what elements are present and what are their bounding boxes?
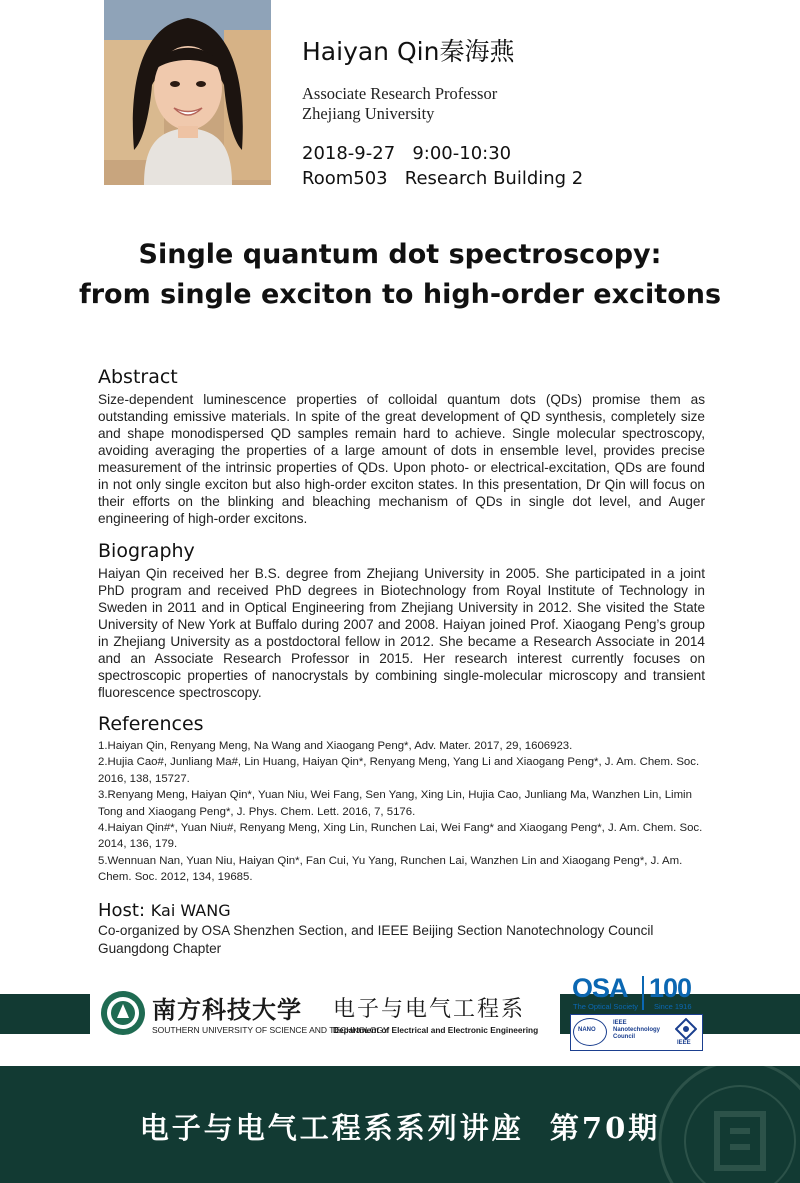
event-datetime: 2018-9-27 9:00-10:30 — [302, 143, 512, 164]
sustech-emblem-icon — [100, 990, 146, 1036]
speaker-name: Haiyan Qin秦海燕 — [302, 37, 515, 66]
nano-text: NANO — [578, 1027, 596, 1033]
reference-item: 5.Wennuan Nan, Yuan Niu, Haiyan Qin*, Fan Cui, Yu Yang, Runchen Lai, Wanzhen Lin and Xiaogang Peng*, J. Am. Chem. Soc. 2012, 134, 19685. — [98, 854, 683, 884]
reference-item: 4.Haiyan Qin#*, Yuan Niu#, Renyang Meng, Xing Lin, Runchen Lai, Wei Fang* and Xiaogang Peng*, J. Am. Chem. Soc. 2014, 136, 179. — [98, 822, 703, 851]
references-heading: References — [98, 713, 204, 735]
speaker-photo — [104, 0, 271, 185]
talk-title-line2: from single exciton to high-order excitons — [78, 279, 722, 310]
reference-item: 2.Hujia Cao#, Junliang Ma#, Lin Huang, Haiyan Qin*, Renyang Meng, Yang Li and Xiaogang Peng*, J. Am. Chem. Soc. 2016, 138, 15727. — [98, 756, 700, 785]
ieee-council-line: IEEE — [613, 1020, 627, 1026]
speaker-affiliation: Zhejiang University — [302, 104, 435, 123]
biography-text: Haiyan Qin received her B.S. degree from Zhejiang University in 2005. She participated in a joint PhD program and received PhD degrees in Biotechnology from Royal Institute of Technology in Sweden in 2011 and in Optical Engineering from Zhejiang University in 2012. She visited the State University of New York at Buffalo during 2007 and 2008. Haiyan joined Prof. Xiaogang Peng’s group in Zhejiang University as a postdoctoral fellow in 2012. She became a Research Associate in 2014 and an Associate Research Professor in 2015. Her research interest currently focuses on spectroscopic properties of nanocrystals by combining single-molecular microscopy and transient fluorescence spectroscopy. — [98, 566, 705, 700]
osa-logo — [572, 973, 708, 1013]
osa-divider — [642, 976, 644, 1010]
osa-since: Since 1916 — [654, 1002, 692, 1011]
reference-item: 1.Haiyan Qin, Renyang Meng, Na Wang and Xiaogang Peng*, Adv. Mater. 2017, 29, 1606923. — [98, 740, 573, 752]
ieee-wordmark: IEEE — [677, 1040, 691, 1046]
talk-title — [0, 235, 800, 315]
abstract-text: Size-dependent luminescence properties of colloidal quantum dots (QDs) promise them as outstanding emissive materials. In spite of the great development of QD synthesis, completely size and shape monodispersed QD samples remain hard to achieve. Single molecular spectroscopy, avoiding averaging the properties of a large amount of dots in ensemble level, provides precise measurement of the intrinsic properties of QDs. Upon photo- or electrical-excitation, QDs are found in not only single exciton but also high-order exciton states. In this presentation, Dr Qin will focus on their efforts on the blinking and bleaching mechanism of QDs in single dot level, and Auger engineering of high-order excitons. — [98, 392, 705, 526]
ieee-nanotechnology-logo — [570, 1014, 703, 1051]
ieee-council-line: Nanotechnology — [613, 1027, 661, 1033]
reference-item: 3.Renyang Meng, Haiyan Qin*, Yuan Niu, Wei Fang, Sen Yang, Xing Lin, Hujia Cao, Junliang Ma, Wanzhen Lin, Limin Tong and Xiaogang Peng*, J. Phys. Chem. Lett. 2016, 7, 5176. — [98, 789, 692, 818]
footer-banner — [0, 1066, 800, 1183]
talk-title-line1: Single quantum dot spectroscopy: — [138, 239, 662, 270]
event-location: Room503 Research Building 2 — [302, 168, 584, 189]
sustech-english-name: SOUTHERN UNIVERSITY OF SCIENCE AND TECHNOLOGY — [152, 1025, 389, 1035]
ieee-council-text — [613, 1020, 660, 1041]
speaker-portrait-image — [104, 0, 271, 185]
host-line — [98, 900, 231, 921]
department-chinese-name: 电子与电气工程系 — [333, 997, 526, 1022]
speaker-title: Associate Research Professor — [302, 84, 498, 103]
biography-heading: Biography — [98, 540, 195, 562]
host-label: Host: — [98, 900, 146, 921]
nano-badge-icon — [573, 1018, 607, 1046]
host-name: Kai WANG — [150, 901, 231, 920]
co-organizers: Co-organized by OSA Shenzhen Section, and IEEE Beijing Section Nanotechnology Council Guangdong Chapter — [98, 923, 654, 956]
department-english-name: Department of Electrical and Electronic Engineering — [333, 1025, 539, 1035]
speaker-position-block — [302, 84, 497, 124]
ieee-council-line: Council — [613, 1034, 635, 1040]
ieee-diamond-icon — [675, 1018, 697, 1040]
event-info — [302, 141, 583, 191]
osa-wordmark: OSA — [572, 973, 628, 1003]
sustech-chinese-name: 南方科技大学 — [152, 995, 302, 1024]
reference-list — [98, 738, 710, 886]
lecture-series-title: 电子与电气工程系系列讲座 第70期 — [139, 1111, 661, 1145]
osa-centennial: 100 — [649, 973, 692, 1003]
osa-subtitle: The Optical Society — [573, 1002, 639, 1011]
abstract-heading: Abstract — [98, 366, 178, 388]
